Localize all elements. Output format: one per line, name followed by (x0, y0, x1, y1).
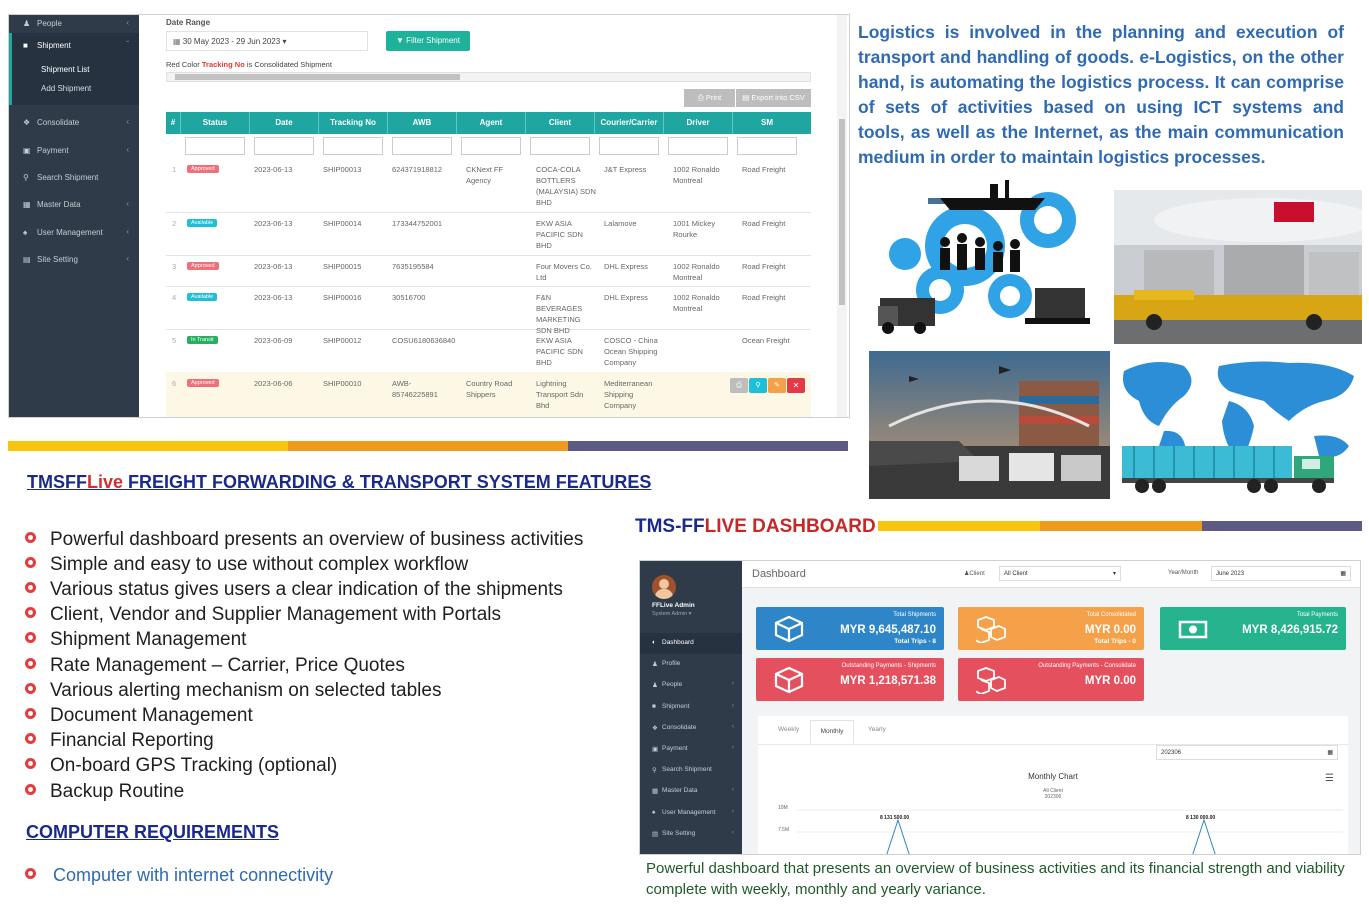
card-title: Total Payments (1296, 612, 1338, 618)
summary-card[interactable] (958, 658, 1144, 701)
site-setting-icon: ▤ (652, 830, 659, 838)
chevron-left-icon: ‹ (126, 18, 129, 27)
chevron-left-icon: ‹ (126, 227, 129, 236)
nav-item-master-data[interactable]: ▦ Master Data ‹ (652, 786, 734, 796)
yearmonth-input[interactable]: June 2023 ▦ (1211, 566, 1351, 581)
cell-carrier: J&T Express (604, 165, 647, 174)
table-row[interactable] (166, 329, 811, 373)
status-badge: Approved (187, 262, 219, 270)
feature-item: Rate Management – Carrier, Price Quotes (50, 655, 405, 676)
bullet-icon (24, 707, 38, 721)
nav-item-consolidate[interactable]: ❖ Consolidate ‹ (652, 722, 734, 732)
chart-title: Monthly Chart (1028, 772, 1078, 781)
date-range-input[interactable]: ▦ 30 May 2023 - 29 Jun 2023 ▾ (166, 31, 368, 51)
cell-driver: 1002 Ronaldo Montreal (673, 262, 720, 282)
feature-item: Powerful dashboard presents an overview of business activities (50, 529, 584, 550)
cell-n: 1 (172, 165, 177, 174)
requirement-item: Computer with internet connectivity (53, 865, 334, 885)
bullet-icon (24, 757, 38, 771)
filter-input[interactable] (599, 137, 659, 155)
filter-icon: ▼ (396, 36, 404, 45)
dashboard-heading: TMS-FFLIVE DASHBOARD (635, 516, 876, 537)
card-value: MYR 1,218,571.38 (840, 675, 936, 687)
cell-driver: 1002 Ronaldo Montreal (673, 165, 720, 185)
card-value: MYR 0.00 (1084, 675, 1136, 687)
divider-bar-purple (1202, 521, 1362, 531)
sidebar-item-site-setting[interactable]: ▤ Site Setting ‹ (23, 254, 129, 264)
cell-sm: Road Freight (742, 219, 786, 228)
card-value: MYR 9,645,487.10 (840, 624, 936, 636)
chevron-left-icon: ‹ (126, 199, 129, 208)
cell-tracking: SHIP00010 (323, 379, 362, 388)
feature-item: Client, Vendor and Supplier Management with Portals (50, 604, 501, 625)
shipment-main (139, 15, 849, 417)
table-row[interactable] (166, 158, 811, 213)
divider-bar-orange (288, 441, 568, 451)
shipment-list-screenshot (8, 14, 850, 418)
bullet-icon (24, 657, 38, 671)
table-row[interactable] (166, 212, 811, 256)
cell-date: 2023-06-09 (254, 336, 293, 345)
client-select[interactable]: All Client ▾ (999, 566, 1121, 581)
world-map-truck-illustration (1114, 351, 1364, 499)
money-icon (1178, 615, 1208, 643)
column-header[interactable]: Status (181, 112, 250, 134)
cell-date: 2023-06-13 (254, 165, 293, 174)
filter-input[interactable] (185, 137, 245, 155)
feature-item: Shipment Management (50, 629, 247, 650)
table-row[interactable] (166, 372, 811, 418)
cell-client: COCA-COLA BOTTLERS (MALAYSIA) SDN BHD (536, 165, 596, 207)
bullet-icon (24, 531, 38, 545)
chevron-left-icon: ‹ (731, 828, 734, 836)
sidebar-item-master-data[interactable]: ▦ Master Data ‹ (23, 199, 129, 209)
status-badge: Approved (187, 379, 219, 387)
cell-carrier: DHL Express (604, 262, 648, 271)
card-title: Outstanding Payments - Consolidate (1038, 663, 1136, 669)
search-icon: ⚲ (755, 382, 761, 389)
cell-awb: COSU6180636840 (392, 336, 456, 345)
page-title: Dashboard (752, 568, 806, 580)
y-tick-label: 7.5M (778, 827, 790, 833)
cell-n: 3 (172, 262, 177, 271)
peak-label: 8 130 000.00 (1186, 815, 1216, 821)
peak-label: 8 131 500.00 (880, 815, 910, 821)
filter-input[interactable] (668, 137, 728, 155)
period-input[interactable]: 202306 ▦ (1156, 745, 1338, 760)
feature-item: On-board GPS Tracking (optional) (50, 755, 338, 776)
cell-client: Lightning Transport Sdn Bhd (536, 379, 584, 410)
profile-icon: ♟ (652, 661, 658, 669)
sidebar-subitem-add-shipment[interactable]: Add Shipment (41, 84, 92, 93)
chevron-left-icon: ‹ (731, 807, 734, 815)
sidebar-item-user-management[interactable]: ♠ User Management ‹ (23, 227, 129, 237)
boxes-icon (976, 615, 1006, 643)
cell-tracking: SHIP00016 (323, 293, 362, 302)
summary-card[interactable] (958, 607, 1144, 650)
column-header[interactable]: Tracking No (319, 112, 388, 134)
user-name: FFLive Admin (652, 602, 695, 609)
status-badge: Approved (187, 165, 219, 173)
search-icon: ⚲ (23, 173, 29, 182)
client-label: ♟Client (964, 571, 985, 577)
user-management-icon: ♠ (652, 808, 656, 816)
cell-sm: Road Freight (742, 293, 786, 302)
series-line (1189, 820, 1219, 855)
table-row[interactable] (166, 255, 811, 287)
chart-tabs (758, 716, 1348, 745)
column-header[interactable]: Courier/Carrier (595, 112, 664, 134)
date-range-label: Date Range (166, 18, 211, 27)
cell-carrier: Mediterranean Shipping Company (604, 379, 653, 410)
chevron-left-icon: ‹ (731, 680, 734, 688)
delete-row-button[interactable] (787, 378, 805, 393)
column-header[interactable]: # (166, 112, 181, 134)
dashboard-caption: Powerful dashboard that presents an overview of business activities and its financial strength and viability complete with weekly, monthly and yearly variance. (646, 860, 1345, 898)
tab-yearly[interactable]: Yearly (868, 726, 886, 733)
dashboard-icon: ◐ (652, 639, 656, 646)
airport-cargo-photo (1114, 190, 1362, 344)
print-icon: ⎙ (697, 93, 704, 102)
logistics-gears-illustration (870, 178, 1095, 338)
dashboard-screenshot (639, 560, 1361, 855)
requirements-title: COMPUTER REQUIREMENTS (26, 822, 280, 842)
cell-client: F&N BEVERAGES MARKETING SDN BHD (536, 293, 583, 335)
bullet-icon (24, 682, 38, 696)
monthly-chart-plot (758, 806, 1348, 855)
calendar-icon: ▦ (1340, 571, 1346, 577)
nav-item-dashboard[interactable]: ◐ Dashboard (640, 633, 742, 654)
edit-row-button[interactable] (768, 378, 786, 393)
dashboard-sidebar (640, 561, 742, 854)
print-icon: ⎙ (736, 382, 742, 389)
filter-shipment-button[interactable]: ▼ Filter Shipment (386, 31, 470, 51)
card-value: MYR 0.00 (1084, 624, 1136, 636)
card-title: Total Shipments (893, 612, 936, 618)
cell-awb: 7635195584 (392, 262, 434, 271)
consolidate-icon: ❖ (652, 724, 658, 732)
cell-tracking: SHIP00012 (323, 336, 362, 345)
chevron-left-icon: ‹ (731, 701, 734, 709)
dashboard-topbar (742, 561, 1360, 588)
chevron-left-icon: ‹ (731, 786, 734, 794)
print-row-button[interactable] (730, 378, 748, 393)
avatar[interactable] (652, 575, 676, 599)
feature-item: Financial Reporting (50, 730, 214, 751)
card-value: MYR 8,426,915.72 (1242, 624, 1338, 636)
cell-driver: 1001 Mickey Rourke (673, 219, 716, 239)
cell-date: 2023-06-13 (254, 293, 293, 302)
logistics-intro-text: Logistics is involved in the planning and execution of transport and handling of goods. e-Logistics, on the other hand, is automating the logistics process. It can comprise of sets of activities based on using ICT systems and tools, as well as the Internet, as the main communication medium in order to maintain logistics processes. (858, 22, 1344, 168)
card-title: Total Consolidated (1086, 612, 1136, 618)
nav-item-user-management[interactable]: ♠ User Management ‹ (652, 807, 734, 816)
cell-sm: Ocean Freight (742, 336, 790, 345)
sidebar-item-payment[interactable]: ▣ Payment ‹ (23, 145, 129, 155)
yearmonth-label: Year/Month (1168, 570, 1199, 576)
column-header[interactable]: AWB (388, 112, 457, 134)
shipment-sidebar (9, 15, 139, 417)
tab-monthly[interactable]: Monthly (810, 720, 854, 744)
summary-card[interactable] (756, 658, 944, 701)
sidebar-item-consolidate[interactable]: ❖ Consolidate ‹ (23, 117, 129, 127)
filter-input[interactable] (392, 137, 452, 155)
cell-awb: 624371918812 (392, 165, 443, 174)
bullet-icon (24, 783, 38, 797)
summary-card[interactable] (756, 607, 944, 650)
column-header[interactable]: Driver (664, 112, 733, 134)
filter-input[interactable] (737, 137, 797, 155)
master-data-icon: ▦ (23, 200, 31, 209)
divider-bar-purple (568, 441, 848, 451)
filter-input[interactable] (530, 137, 590, 155)
filter-input[interactable] (461, 137, 521, 155)
cell-n: 2 (172, 219, 177, 228)
card-title: Outstanding Payments - Shipments (841, 663, 936, 669)
chevron-left-icon: ‹ (731, 744, 734, 751)
filter-input[interactable] (254, 137, 314, 155)
feature-item: Various status gives users a clear indication of the shipments (50, 579, 563, 600)
card-subtitle: Total Trips - 8 (894, 638, 936, 645)
filter-input[interactable] (323, 137, 383, 155)
nav-item-people[interactable]: ♟ People ‹ (652, 680, 734, 690)
shipment-icon: ■ (652, 702, 656, 710)
cell-awb: AWB-85746225891 (392, 379, 438, 399)
cell-sm: Road Freight (742, 165, 786, 174)
nav-item-site-setting[interactable]: ▤ Site Setting ‹ (652, 828, 734, 838)
cell-client: EKW ASIA PACIFIC SDN BHD (536, 219, 583, 250)
bullet-icon (24, 606, 38, 620)
sidebar-item-search-shipment[interactable]: ⚲ Search Shipment (23, 173, 99, 182)
people-icon: ♟ (652, 682, 658, 690)
consolidation-note: Red Color Tracking No is Consolidated Shipment (166, 60, 332, 69)
card-subtitle: Total Trips - 0 (1094, 638, 1136, 645)
bullet-icon (24, 867, 38, 881)
cell-date: 2023-06-13 (254, 219, 293, 228)
sidebar-subitem-shipment-list[interactable]: Shipment List (41, 65, 90, 74)
cell-tracking: SHIP00015 (323, 262, 362, 271)
nav-item-search-shipment[interactable]: ⚲ Search Shipment (652, 766, 712, 775)
close-icon: ✕ (792, 381, 800, 390)
view-row-button[interactable] (749, 378, 767, 393)
cell-agent: Country Road Shippers (466, 379, 513, 399)
hamburger-menu-icon[interactable]: ☰ (1325, 773, 1334, 784)
file-icon: ▤ (742, 93, 750, 102)
chevron-down-icon: ˇ (126, 40, 129, 49)
column-header[interactable]: SM (761, 118, 773, 127)
calendar-icon: ▦ (173, 37, 181, 46)
series-line (883, 820, 913, 855)
features-title: TMSFFLive FREIGHT FORWARDING & TRANSPORT SYSTEM FEATURES (27, 472, 652, 492)
caret-down-icon: ▾ (282, 37, 287, 46)
cell-awb: 173344752001 (392, 219, 443, 228)
feature-item: Backup Routine (50, 781, 185, 802)
search-icon: ⚲ (652, 767, 657, 775)
column-header[interactable]: Client (526, 112, 595, 134)
cell-client: Four Movers Co. Ltd (536, 262, 592, 282)
nav-item-shipment[interactable]: ■ Shipment ‹ (652, 701, 734, 710)
status-badge: In Transit (187, 336, 218, 344)
scrollbar-thumb[interactable] (175, 74, 460, 80)
chart-subtitle: All Client (1043, 788, 1063, 794)
nav-item-profile[interactable]: ♟ Profile (652, 660, 681, 669)
edit-icon: ✎ (774, 382, 780, 389)
cell-n: 5 (172, 336, 177, 345)
print-button[interactable]: ⎙ Print (684, 89, 735, 107)
bullet-icon (24, 732, 38, 746)
user-management-icon: ♠ (23, 228, 28, 237)
cell-driver: 1002 Ronaldo Montreal (673, 293, 720, 313)
scrollbar-thumb[interactable] (839, 119, 845, 305)
chevron-left-icon: ‹ (126, 254, 129, 263)
sidebar-item-people[interactable]: ♟ People ‹ (23, 18, 129, 28)
cell-tracking: SHIP00013 (323, 165, 362, 174)
cell-agent: CKNext FF Agency (466, 165, 504, 185)
feature-item: Document Management (50, 705, 253, 726)
summary-card[interactable] (1160, 607, 1346, 650)
divider-bar-orange (1040, 521, 1202, 531)
payment-icon: ▣ (23, 146, 31, 155)
box-icon (774, 666, 804, 694)
horizontal-scrollbar[interactable] (166, 72, 811, 82)
chevron-left-icon: ‹ (731, 722, 734, 730)
y-tick-label: 10M (778, 805, 788, 811)
status-badge: Available (187, 293, 217, 301)
chart-subtitle-period: 202306 (1044, 794, 1062, 800)
user-role[interactable]: System Admin ▾ (652, 611, 692, 617)
cell-client: EKW ASIA PACIFIC SDN BHD (536, 336, 583, 367)
shipment-icon: ■ (23, 41, 28, 50)
cell-n: 4 (172, 293, 177, 302)
bullet-icon (24, 581, 38, 595)
feature-item: Simple and easy to use without complex workflow (50, 554, 469, 575)
cell-date: 2023-06-06 (254, 379, 293, 388)
nav-item-payment[interactable]: ▣ Payment ‹ (652, 744, 734, 753)
cell-awb: 30516700 (392, 293, 426, 302)
payment-icon: ▣ (652, 746, 659, 753)
boxes-icon (976, 666, 1006, 694)
chart-panel (758, 716, 1348, 855)
table-header (166, 112, 811, 134)
vertical-scrollbar[interactable] (837, 15, 847, 417)
caret-down-icon: ▾ (1112, 571, 1116, 577)
status-badge: Available (187, 219, 217, 227)
cell-carrier: Lalamove (604, 219, 637, 228)
cell-date: 2023-06-13 (254, 262, 293, 271)
chevron-left-icon: ‹ (126, 117, 129, 126)
bullet-icon (24, 556, 38, 570)
calendar-icon: ▦ (1327, 750, 1333, 756)
tab-weekly[interactable]: Weekly (778, 726, 800, 733)
port-containers-photo (869, 351, 1110, 499)
divider-bar-yellow (878, 521, 1040, 531)
table-row[interactable] (166, 286, 811, 335)
cell-tracking: SHIP00014 (323, 219, 362, 228)
cell-n: 6 (172, 379, 177, 388)
export-csv-button[interactable]: ▤ Export into CSV (736, 89, 811, 107)
site-setting-icon: ▤ (23, 255, 31, 264)
consolidate-icon: ❖ (23, 118, 31, 127)
user-icon: ♟ (964, 571, 970, 577)
cell-carrier: DHL Express (604, 293, 648, 302)
master-data-icon: ▦ (652, 788, 659, 796)
feature-item: Various alerting mechanism on selected tables (50, 680, 442, 701)
people-icon: ♟ (23, 19, 31, 28)
column-header[interactable]: Agent (457, 112, 526, 134)
cell-sm: Road Freight (742, 262, 786, 271)
bullet-icon (24, 631, 38, 645)
sidebar-item-shipment[interactable]: ■ Shipment ˇ (23, 40, 129, 50)
column-header[interactable]: Date (250, 112, 319, 134)
box-icon (774, 615, 804, 643)
chevron-left-icon: ‹ (126, 145, 129, 154)
divider-bar-yellow (8, 441, 288, 451)
cell-carrier: COSCO - China Ocean Shipping Company (604, 336, 658, 367)
